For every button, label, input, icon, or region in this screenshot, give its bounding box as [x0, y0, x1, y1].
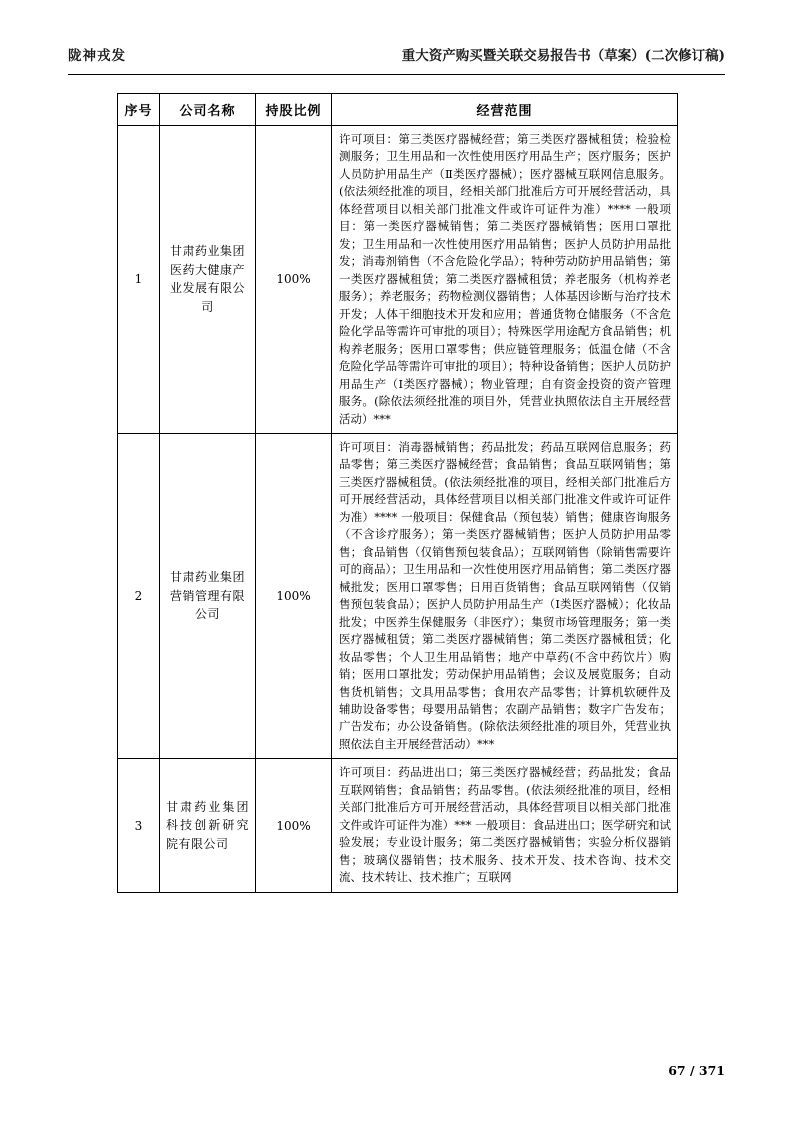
page-number: 67 / 371 [668, 1063, 725, 1078]
column-header-company-name: 公司名称 [160, 94, 256, 126]
table-row [118, 126, 678, 434]
cell-company-name: 甘肃药业集团科技创新研究院有限公司 [160, 759, 256, 892]
subsidiaries-table [117, 93, 678, 893]
column-header-seq: 序号 [118, 94, 160, 126]
cell-company-name: 甘肃药业集团营销管理有限公司 [160, 433, 256, 758]
cell-ratio: 100% [256, 433, 332, 758]
table-row [118, 433, 678, 758]
cell-seq: 1 [118, 126, 160, 434]
cell-company-name: 甘肃药业集团医药大健康产业发展有限公司 [160, 126, 256, 434]
cell-ratio: 100% [256, 759, 332, 892]
cell-seq: 3 [118, 759, 160, 892]
page-header [68, 44, 725, 68]
header-company-name: 陇神戎发 [68, 48, 126, 64]
cell-seq: 2 [118, 433, 160, 758]
cell-business-scope: 许可项目：消毒器械销售；药品批发；药品互联网信息服务；药品零售；第三类医疗器械经营；食品销售；食品互联网销售；第三类医疗器械租赁。(依法须经批准的项目，经相关部门批准后方可开展经营活动，具体经营项目以相关部门批准文件或许可证件为准）**** 一般项目：保健食品（预包装）销售；健康咨询服务（不含诊疗服务）；第一类医疗器械销售；医护人员防护用品零售；食品销售（仅销售预包装食品）；互联网销售（除销售需要许可的商品）；卫生用品和一次性使用医疗用品销售；第二类医疗器械批发；医用口罩零售；日用百货销售；食品互联网销售（仅销售预包装食品）；医护人员防护用品生产（Ⅰ类医疗器械）；化妆品批发；中医养生保健服务（非医疗）；集贸市场管理服务；第一类医疗器械租赁；第二类医疗器械销售；第二类医疗器械租赁；化妆品零售；个人卫生用品销售；地产中草药(不含中药饮片）购销；医用口罩批发；劳动保护用品销售；会议及展览服务；自动售货机销售；文具用品零售；食用农产品零售；计算机软硬件及辅助设备零售；母婴用品销售；农副产品销售；数字广告发布；广告发布；办公设备销售。(除依法须经批准的项目外，凭营业执照依法自主开展经营活动）*** [332, 433, 678, 758]
column-header-scope: 经营范围 [332, 94, 678, 126]
cell-business-scope: 许可项目：药品进出口；第三类医疗器械经营；药品批发；食品互联网销售；食品销售；药品零售。(依法须经批准的项目，经相关部门批准后方可开展经营活动，具体经营项目以相关部门批准文件或许可证件为准）*** 一般项目：食品进出口；医学研究和试验发展；专业设计服务；第二类医疗器械销售；实验分析仪器销售；玻璃仪器销售；技术服务、技术开发、技术咨询、技术交流、技术转让、技术推广；互联网 [332, 759, 678, 892]
cell-business-scope: 许可项目：第三类医疗器械经营；第三类医疗器械租赁；检验检测服务；卫生用品和一次性使用医疗用品生产；医疗服务；医护人员防护用品生产（Ⅱ类医疗器械）；医疗器械互联网信息服务。(依法须经批准的项目，经相关部门批准后方可开展经营活动，具体经营项目以相关部门批准文件或许可证件为准）**** 一般项目：第一类医疗器械销售；第二类医疗器械销售；医用口罩批发；卫生用品和一次性使用医疗用品销售；医护人员防护用品批发；消毒剂销售（不含危险化学品）；特种劳动防护用品销售；第一类医疗器械租赁；第二类医疗器械租赁；养老服务（机构养老服务）；养老服务；药物检测仪器销售；人体基因诊断与治疗技术开发；人体干细胞技术开发和应用；普通货物仓储服务（不含危险化学品等需许可审批的项目）；特殊医学用途配方食品销售；机构养老服务；医用口罩零售；供应链管理服务；低温仓储（不含危险化学品等需许可审批的项目）；特种设备销售；医护人员防护用品生产（Ⅰ类医疗器械）；物业管理；自有资金投资的资产管理服务。(除依法须经批准的项目外，凭营业执照依法自主开展经营活动）*** [332, 126, 678, 434]
header-document-title: 重大资产购买暨关联交易报告书（草案）(二次修订稿) [401, 48, 725, 64]
table-row [118, 759, 678, 892]
table-header-row [118, 94, 678, 126]
header-divider [68, 74, 725, 75]
column-header-ratio: 持股比例 [256, 94, 332, 126]
cell-ratio: 100% [256, 126, 332, 434]
